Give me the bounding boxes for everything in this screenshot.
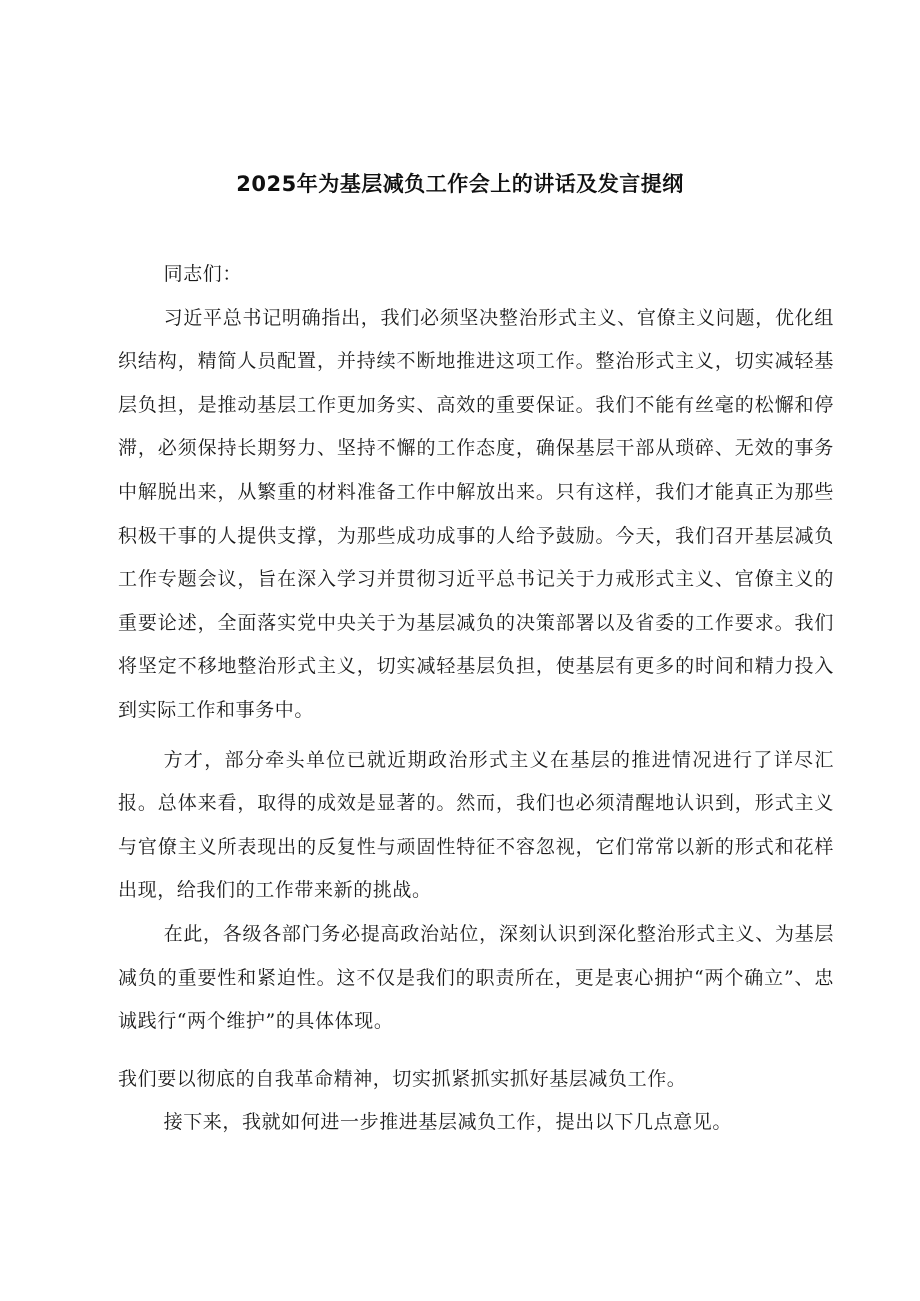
salutation: 同志们： (163, 263, 242, 285)
paragraph-1: 习近平总书记明确指出，我们必须坚决整治形式主义、官僚主义问题，优化组织结构，精简人员配置，并持续不断地推进这项工作。整治形式主义，切实减轻基层负担，是推动基层工作更加务实、高效的重要保证。我们不能有丝毫的松懈和停滞，必须保持长期努力、坚持不懈的工作态度，确保基层干部从琐碎、无效的事务中解脱出来，从繁重的材料准备工作中解放出来。只有这样，我们才能真正为那些积极干事的人提供支撑，为那些成功成事的人给予鼓励。今天，我们召开基层减负工作专题会议，旨在深入学习并贯彻习近平总书记关于力戒形式主义、官僚主义的重要论述，全面落实党中央关于为基层减负的决策部署以及省委的工作要求。我们将坚定不移地整治形式主义，切实减轻基层负担，使基层有更多的时间和精力投入到实际工作和事务中。 (118, 306, 834, 721)
paragraph-spacer (118, 1044, 834, 1058)
document-title: 2025年为基层减负工作会上的讲话及发言提纲 (236, 172, 684, 196)
paragraph-4: 我们要以彻底的自我革命精神，切实抓紧抓实抓好基层减负工作。 (118, 1067, 687, 1090)
document-body (118, 253, 834, 1145)
paragraph-5: 接下来，我就如何进一步推进基层减负工作，提出以下几点意见。 (163, 1111, 732, 1134)
paragraph-3: 在此，各级各部门务必提高政治站位，深刻认识到深化整治形式主义、为基层减负的重要性和紧迫性。这不仅是我们的职责所在，更是衷心拥护“两个确立”、忠诚践行“两个维护”的具体体现。 (118, 922, 834, 1033)
paragraph-2: 方才，部分牵头单位已就近期政治形式主义在基层的推进情况进行了详尽汇报。总体来看，取得的成效是显著的。然而，我们也必须清醒地认识到，形式主义与官僚主义所表现出的反复性与顽固性特征不容忽视，它们常常以新的形式和花样出现，给我们的工作带来新的挑战。 (118, 748, 834, 902)
